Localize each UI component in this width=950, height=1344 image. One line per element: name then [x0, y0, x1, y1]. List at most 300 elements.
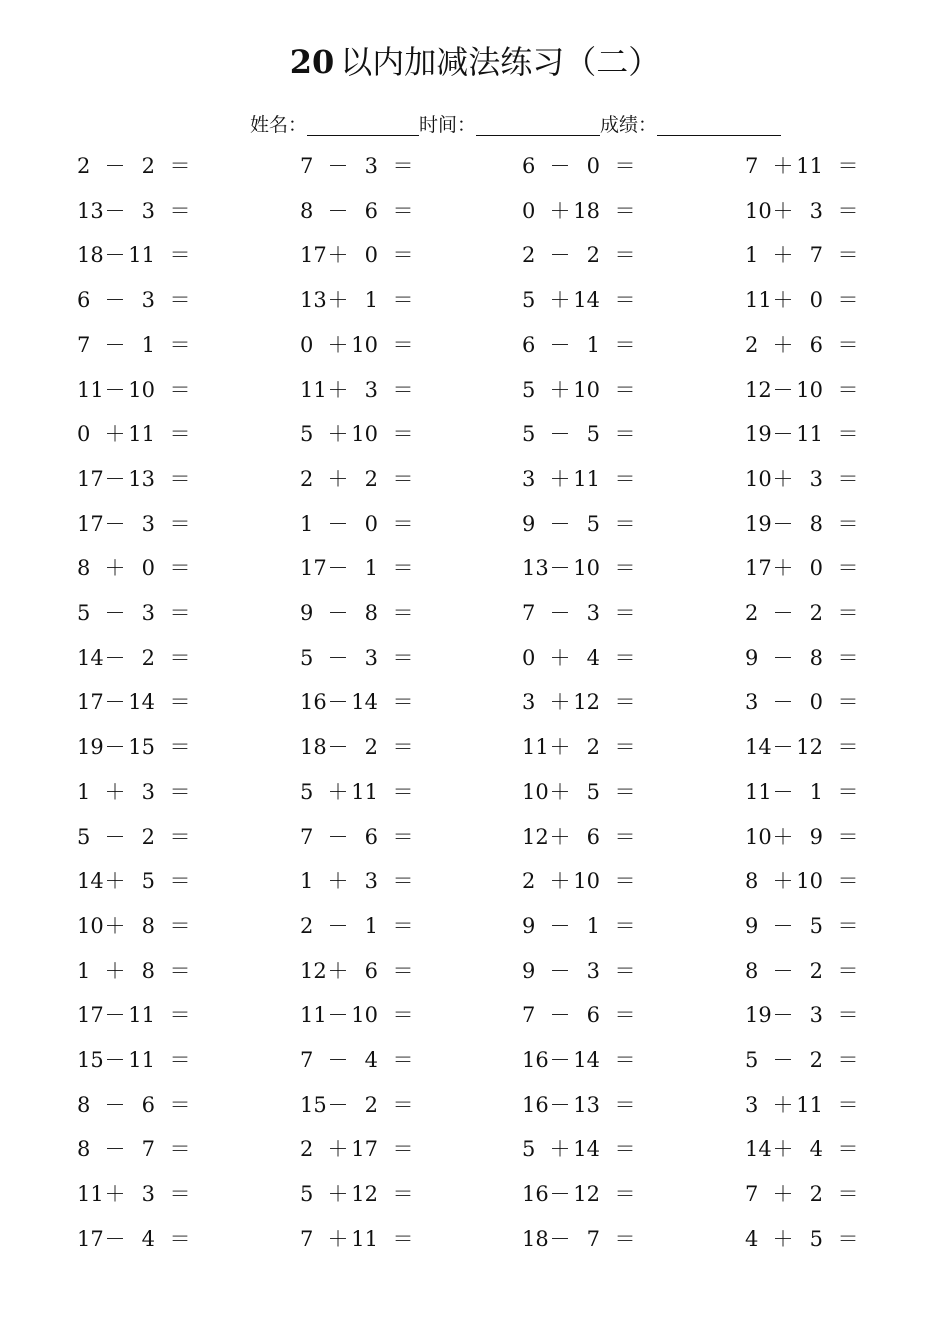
equals-sign: ＝: [614, 1182, 636, 1207]
operand-a: 16: [522, 1092, 549, 1117]
operator-sign: －: [104, 1048, 126, 1072]
operator-sign: ＋: [772, 1092, 794, 1117]
operand-a: 11: [522, 735, 549, 760]
operator-sign: ＋: [327, 466, 349, 491]
problem-row: [0, 861, 950, 901]
operator-sign: ＋: [549, 824, 571, 849]
operator-sign: －: [549, 556, 571, 581]
operator-sign: －: [104, 1003, 126, 1028]
time-label: 时间：: [419, 114, 477, 136]
equals-sign: ＝: [392, 288, 414, 313]
operand-b: 2: [141, 154, 155, 178]
operand-a: 5: [300, 422, 314, 447]
operand-a: 11: [745, 288, 772, 313]
operand-a: 7: [745, 154, 759, 178]
equals-sign: ＝: [614, 243, 636, 268]
equals-sign: ＝: [392, 779, 414, 804]
operand-b: 13: [573, 1092, 600, 1117]
operator-sign: －: [104, 735, 126, 760]
operator-sign: ＋: [327, 332, 349, 357]
equals-sign: ＝: [169, 869, 191, 894]
equals-sign: ＝: [837, 1092, 859, 1117]
operator-sign: ＋: [772, 1137, 794, 1162]
operand-a: 11: [77, 1182, 104, 1207]
operand-b: 12: [796, 735, 823, 760]
operand-b: 3: [364, 645, 378, 670]
operator-sign: －: [772, 511, 794, 536]
operand-b: 3: [141, 511, 155, 536]
operator-sign: －: [772, 422, 794, 447]
operator-sign: ＋: [327, 958, 349, 983]
name-label: 姓名：: [250, 114, 308, 136]
problem-row: [0, 280, 950, 320]
operator-sign: －: [549, 1003, 571, 1028]
time-blank-field[interactable]: [476, 113, 600, 136]
operand-b: 6: [809, 332, 823, 357]
equals-sign: ＝: [169, 243, 191, 268]
operator-sign: －: [772, 913, 794, 938]
operand-a: 11: [300, 1003, 327, 1028]
equals-sign: ＝: [169, 377, 191, 402]
operand-a: 2: [745, 332, 759, 357]
operator-sign: ＋: [104, 779, 126, 804]
operand-a: 7: [745, 1182, 759, 1207]
operand-b: 3: [809, 1003, 823, 1028]
operand-b: 5: [586, 511, 600, 536]
operator-sign: －: [104, 601, 126, 625]
operand-b: 11: [128, 243, 155, 268]
equals-sign: ＝: [837, 332, 859, 357]
operator-sign: ＋: [327, 869, 349, 894]
operator-sign: －: [104, 1092, 126, 1117]
operand-a: 17: [77, 466, 104, 491]
problem-row: [0, 906, 950, 946]
problem-row: [0, 146, 950, 186]
operand-b: 14: [573, 288, 600, 313]
operand-a: 13: [522, 556, 549, 581]
operator-sign: ＋: [327, 1137, 349, 1162]
operand-b: 2: [809, 601, 823, 625]
operator-sign: ＋: [327, 422, 349, 447]
equals-sign: ＝: [614, 332, 636, 357]
equals-sign: ＝: [614, 556, 636, 581]
equals-sign: ＝: [169, 1137, 191, 1162]
equals-sign: ＝: [837, 288, 859, 313]
operand-a: 8: [77, 1137, 91, 1162]
operand-a: 1: [77, 779, 91, 804]
operator-sign: －: [327, 154, 349, 178]
operator-sign: ＋: [549, 198, 571, 223]
operand-b: 11: [128, 1048, 155, 1072]
equals-sign: ＝: [169, 422, 191, 447]
equals-sign: ＝: [169, 601, 191, 625]
operand-a: 14: [77, 869, 104, 894]
operand-a: 5: [522, 288, 536, 313]
operand-a: 8: [77, 556, 91, 581]
operand-a: 5: [77, 601, 91, 625]
operand-a: 17: [77, 511, 104, 536]
operand-a: 10: [745, 466, 772, 491]
operator-sign: ＋: [772, 466, 794, 491]
equals-sign: ＝: [837, 556, 859, 581]
operator-sign: －: [549, 332, 571, 357]
operand-a: 5: [522, 377, 536, 402]
operand-b: 3: [809, 198, 823, 223]
operator-sign: －: [549, 1092, 571, 1117]
equals-sign: ＝: [392, 958, 414, 983]
operand-a: 7: [77, 332, 91, 357]
operand-b: 2: [141, 824, 155, 849]
operator-sign: ＋: [772, 332, 794, 357]
operand-b: 10: [128, 377, 155, 402]
operand-b: 5: [586, 422, 600, 447]
operator-sign: ＋: [104, 913, 126, 938]
operand-b: 5: [586, 779, 600, 804]
problem-row: [0, 325, 950, 365]
operator-sign: －: [104, 288, 126, 313]
operand-b: 3: [586, 601, 600, 625]
operand-b: 12: [573, 690, 600, 715]
operand-b: 10: [351, 1003, 378, 1028]
problem-row: [0, 548, 950, 588]
operand-b: 10: [796, 377, 823, 402]
operand-b: 6: [586, 824, 600, 849]
operand-a: 0: [522, 198, 536, 223]
operand-a: 19: [745, 1003, 772, 1028]
operand-a: 9: [745, 913, 759, 938]
operand-b: 10: [573, 377, 600, 402]
operand-a: 17: [300, 556, 327, 581]
operator-sign: －: [104, 198, 126, 223]
equals-sign: ＝: [837, 154, 859, 178]
operator-sign: －: [772, 645, 794, 670]
operator-sign: －: [772, 1048, 794, 1072]
operand-a: 2: [300, 466, 314, 491]
equals-sign: ＝: [614, 154, 636, 178]
equals-sign: ＝: [614, 1048, 636, 1072]
operand-b: 18: [573, 198, 600, 223]
operator-sign: －: [327, 511, 349, 536]
operand-b: 11: [351, 1226, 378, 1251]
operator-sign: ＋: [772, 869, 794, 894]
equals-sign: ＝: [837, 1182, 859, 1207]
operand-a: 5: [300, 645, 314, 670]
operand-b: 8: [809, 645, 823, 670]
operator-sign: －: [772, 1003, 794, 1028]
problem-row: [0, 235, 950, 275]
equals-sign: ＝: [169, 690, 191, 715]
operand-b: 11: [796, 1092, 823, 1117]
operand-a: 2: [300, 1137, 314, 1162]
operand-b: 2: [364, 466, 378, 491]
operand-a: 15: [77, 1048, 104, 1072]
operand-a: 17: [77, 1003, 104, 1028]
operator-sign: ＋: [772, 556, 794, 581]
operator-sign: －: [549, 511, 571, 536]
operand-b: 12: [351, 1182, 378, 1207]
equals-sign: ＝: [614, 466, 636, 491]
operand-b: 1: [364, 913, 378, 938]
equals-sign: ＝: [169, 288, 191, 313]
operand-b: 5: [809, 1226, 823, 1251]
operand-b: 6: [364, 198, 378, 223]
operator-sign: ＋: [772, 288, 794, 313]
operand-a: 1: [745, 243, 759, 268]
operand-a: 9: [522, 511, 536, 536]
equals-sign: ＝: [837, 690, 859, 715]
equals-sign: ＝: [837, 466, 859, 491]
operator-sign: ＋: [549, 869, 571, 894]
operand-b: 2: [809, 958, 823, 983]
operator-sign: －: [549, 1048, 571, 1072]
equals-sign: ＝: [392, 1137, 414, 1162]
operator-sign: －: [327, 198, 349, 223]
operator-sign: －: [104, 824, 126, 849]
operand-b: 11: [351, 779, 378, 804]
operand-a: 7: [522, 601, 536, 625]
equals-sign: ＝: [614, 824, 636, 849]
equals-sign: ＝: [392, 1226, 414, 1251]
operand-b: 3: [586, 958, 600, 983]
operand-a: 6: [77, 288, 91, 313]
equals-sign: ＝: [614, 601, 636, 625]
equals-sign: ＝: [169, 511, 191, 536]
equals-sign: ＝: [614, 1003, 636, 1028]
operator-sign: －: [327, 1048, 349, 1072]
operand-a: 15: [300, 1092, 327, 1117]
operand-a: 11: [300, 377, 327, 402]
equals-sign: ＝: [392, 690, 414, 715]
operand-b: 11: [128, 1003, 155, 1028]
operand-a: 5: [522, 422, 536, 447]
operand-a: 0: [300, 332, 314, 357]
equals-sign: ＝: [169, 198, 191, 223]
operand-b: 2: [586, 735, 600, 760]
equals-sign: ＝: [614, 288, 636, 313]
operand-b: 2: [141, 645, 155, 670]
operand-a: 10: [745, 198, 772, 223]
operand-a: 5: [300, 779, 314, 804]
operator-sign: ＋: [772, 1226, 794, 1251]
operand-a: 0: [522, 645, 536, 670]
operator-sign: ＋: [549, 377, 571, 402]
equals-sign: ＝: [392, 377, 414, 402]
equals-sign: ＝: [614, 422, 636, 447]
operator-sign: ＋: [327, 243, 349, 268]
operand-b: 11: [128, 422, 155, 447]
operator-sign: －: [549, 422, 571, 447]
operand-b: 7: [141, 1137, 155, 1162]
operator-sign: ＋: [549, 466, 571, 491]
operand-a: 7: [300, 1048, 314, 1072]
operator-sign: －: [104, 1137, 126, 1162]
operand-b: 5: [809, 913, 823, 938]
operand-b: 2: [809, 1048, 823, 1072]
operator-sign: －: [549, 1182, 571, 1207]
operand-a: 9: [300, 601, 314, 625]
operand-a: 5: [745, 1048, 759, 1072]
operand-b: 0: [809, 690, 823, 715]
operand-a: 5: [77, 824, 91, 849]
operator-sign: ＋: [772, 824, 794, 849]
operand-a: 13: [300, 288, 327, 313]
operator-sign: －: [549, 958, 571, 983]
operand-b: 14: [573, 1137, 600, 1162]
equals-sign: ＝: [392, 422, 414, 447]
operand-b: 11: [796, 154, 823, 178]
operand-a: 12: [522, 824, 549, 849]
operand-a: 19: [77, 735, 104, 760]
operand-b: 3: [141, 288, 155, 313]
operand-a: 9: [522, 958, 536, 983]
operand-b: 3: [141, 198, 155, 223]
equals-sign: ＝: [837, 422, 859, 447]
operand-b: 0: [364, 511, 378, 536]
operator-sign: ＋: [327, 1226, 349, 1251]
equals-sign: ＝: [392, 913, 414, 938]
problem-row: [0, 638, 950, 678]
operator-sign: －: [772, 735, 794, 760]
operand-a: 19: [745, 511, 772, 536]
operand-a: 2: [522, 869, 536, 894]
equals-sign: ＝: [392, 332, 414, 357]
operand-b: 4: [586, 645, 600, 670]
operator-sign: －: [772, 601, 794, 625]
equals-sign: ＝: [837, 958, 859, 983]
equals-sign: ＝: [392, 1182, 414, 1207]
operand-b: 1: [141, 332, 155, 357]
operand-a: 2: [77, 154, 91, 178]
operand-a: 10: [77, 913, 104, 938]
problem-row: [0, 1085, 950, 1125]
operand-b: 12: [573, 1182, 600, 1207]
operator-sign: －: [549, 913, 571, 938]
operator-sign: ＋: [104, 1182, 126, 1207]
page-title: [0, 40, 950, 84]
operand-a: 0: [77, 422, 91, 447]
operand-a: 8: [745, 958, 759, 983]
equals-sign: ＝: [837, 869, 859, 894]
operand-b: 15: [128, 735, 155, 760]
operand-a: 14: [77, 645, 104, 670]
equals-sign: ＝: [837, 735, 859, 760]
equals-sign: ＝: [169, 466, 191, 491]
equals-sign: ＝: [169, 824, 191, 849]
operand-b: 11: [573, 466, 600, 491]
operand-a: 7: [522, 1003, 536, 1028]
operator-sign: －: [327, 913, 349, 938]
operand-b: 10: [796, 869, 823, 894]
operator-sign: ＋: [104, 958, 126, 983]
operand-b: 6: [141, 1092, 155, 1117]
operand-a: 16: [522, 1048, 549, 1072]
problem-row: [0, 1129, 950, 1169]
operator-sign: －: [104, 645, 126, 670]
operand-a: 16: [522, 1182, 549, 1207]
operator-sign: ＋: [327, 377, 349, 402]
equals-sign: ＝: [392, 645, 414, 670]
operator-sign: －: [549, 601, 571, 625]
problem-row: [0, 727, 950, 767]
equals-sign: ＝: [614, 377, 636, 402]
problem-row: [0, 593, 950, 633]
operator-sign: －: [104, 332, 126, 357]
equals-sign: ＝: [614, 511, 636, 536]
problem-row: [0, 504, 950, 544]
operand-a: 2: [745, 601, 759, 625]
operator-sign: －: [549, 1226, 571, 1251]
score-blank-field[interactable]: [657, 113, 781, 136]
name-blank-field[interactable]: [307, 113, 419, 136]
operand-b: 6: [364, 824, 378, 849]
operator-sign: －: [327, 601, 349, 625]
operand-a: 8: [300, 198, 314, 223]
equals-sign: ＝: [169, 1003, 191, 1028]
operand-b: 1: [586, 913, 600, 938]
problem-row: [0, 772, 950, 812]
equals-sign: ＝: [614, 913, 636, 938]
operator-sign: ＋: [327, 779, 349, 804]
operator-sign: －: [327, 824, 349, 849]
equals-sign: ＝: [392, 466, 414, 491]
operand-b: 8: [364, 601, 378, 625]
equals-sign: ＝: [837, 601, 859, 625]
equals-sign: ＝: [614, 1092, 636, 1117]
operand-b: 2: [364, 1092, 378, 1117]
operator-sign: ＋: [549, 288, 571, 313]
operand-b: 1: [364, 288, 378, 313]
operand-a: 12: [745, 377, 772, 402]
title-text: 以内加减法练习（二）: [340, 43, 661, 81]
operand-a: 11: [745, 779, 772, 804]
equals-sign: ＝: [837, 824, 859, 849]
operand-b: 4: [809, 1137, 823, 1162]
equals-sign: ＝: [169, 779, 191, 804]
operator-sign: －: [772, 690, 794, 715]
equals-sign: ＝: [169, 645, 191, 670]
equals-sign: ＝: [392, 735, 414, 760]
operand-b: 10: [351, 422, 378, 447]
operator-sign: －: [104, 377, 126, 402]
operator-sign: －: [104, 511, 126, 536]
operator-sign: －: [327, 645, 349, 670]
operand-a: 3: [522, 466, 536, 491]
operand-a: 5: [300, 1182, 314, 1207]
operand-b: 0: [586, 154, 600, 178]
equals-sign: ＝: [169, 154, 191, 178]
problem-row: [0, 995, 950, 1035]
equals-sign: ＝: [169, 735, 191, 760]
operand-a: 1: [300, 511, 314, 536]
operand-b: 7: [586, 1226, 600, 1251]
equals-sign: ＝: [837, 198, 859, 223]
equals-sign: ＝: [837, 1003, 859, 1028]
operand-b: 3: [364, 154, 378, 178]
equals-sign: ＝: [392, 824, 414, 849]
operand-b: 14: [351, 690, 378, 715]
equals-sign: ＝: [392, 601, 414, 625]
operator-sign: ＋: [549, 779, 571, 804]
equals-sign: ＝: [392, 511, 414, 536]
operand-b: 0: [364, 243, 378, 268]
operator-sign: －: [104, 243, 126, 268]
problem-row: [0, 682, 950, 722]
student-info-bar: [250, 108, 781, 138]
operand-b: 3: [141, 1182, 155, 1207]
operator-sign: ＋: [772, 154, 794, 178]
operator-sign: －: [327, 690, 349, 715]
equals-sign: ＝: [392, 243, 414, 268]
